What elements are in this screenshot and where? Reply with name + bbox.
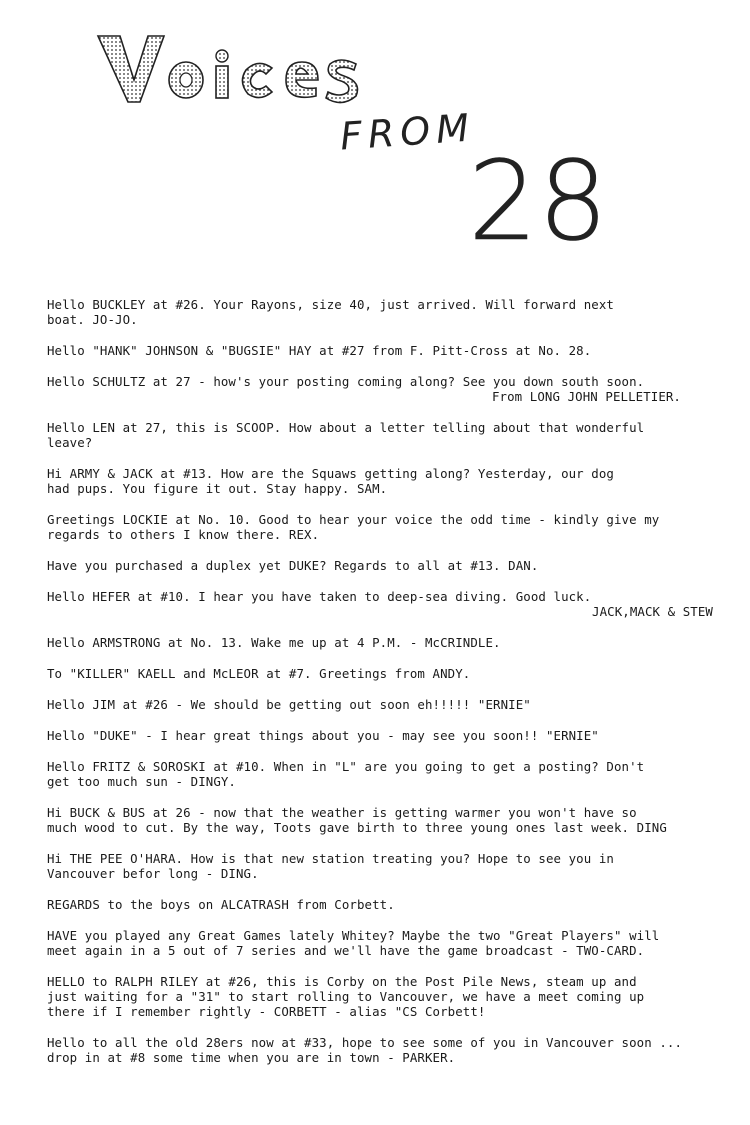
message-item — [47, 1035, 717, 1065]
message-item — [47, 928, 717, 958]
message-text: Hi ARMY & JACK at #13. How are the Squaws getting along? Yesterday, our dog had pups. You figure it out. Stay happy. SAM. — [47, 466, 614, 496]
message-text: Hi THE PEE O'HARA. How is that new station treating you? Hope to see you in Vancouver befor long - DING. — [47, 851, 614, 881]
voices-lettering — [90, 28, 370, 108]
message-text: HELLO to RALPH RILEY at #26, this is Corby on the Post Pile News, steam up and just waiting for a "31" to start rolling to Vancouver, we have a meet coming up there if I remember rightly - CORBETT - alias "CS Corbett! — [47, 974, 645, 1019]
message-item — [47, 512, 717, 542]
message-item — [47, 759, 717, 789]
message-item — [47, 420, 717, 450]
message-text: Hello LEN at 27, this is SCOOP. How about a letter telling about that wonderful leave? — [47, 420, 645, 450]
message-signature: JACK,MACK & STEW — [592, 604, 713, 619]
message-item — [47, 343, 717, 358]
from-lettering: FROM — [338, 105, 477, 159]
message-item — [47, 897, 717, 912]
message-text: Hello JIM at #26 - We should be getting out soon eh!!!!! "ERNIE" — [47, 697, 531, 712]
message-text: Hello HEFER at #10. I hear you have taken to deep-sea diving. Good luck. — [47, 589, 592, 604]
message-item — [47, 805, 717, 835]
message-item — [47, 589, 717, 619]
message-text: Greetings LOCKIE at No. 10. Good to hear your voice the odd time - kindly give my regards to others I know there. REX. — [47, 512, 660, 542]
message-signature: From LONG JOHN PELLETIER. — [492, 389, 681, 404]
station-number: 28 — [468, 137, 608, 265]
message-text: To "KILLER" KAELL and McLEOR at #7. Greetings from ANDY. — [47, 666, 471, 681]
message-item — [47, 697, 717, 712]
message-text: Hello ARMSTRONG at No. 13. Wake me up at 4 P.M. - McCRINDLE. — [47, 635, 501, 650]
message-text: Hello "HANK" JOHNSON & "BUGSIE" HAY at #27 from F. Pitt-Cross at No. 28. — [47, 343, 592, 358]
message-text: REGARDS to the boys on ALCATRASH from Corbett. — [47, 897, 395, 912]
message-item — [47, 635, 717, 650]
message-text: Hello BUCKLEY at #26. Your Rayons, size 40, just arrived. Will forward next boat. JO-JO. — [47, 297, 614, 327]
message-item — [47, 974, 717, 1019]
message-text: Have you purchased a duplex yet DUKE? Regards to all at #13. DAN. — [47, 558, 539, 573]
message-text: Hello "DUKE" - I hear great things about you - may see you soon!! "ERNIE" — [47, 728, 599, 743]
message-text: Hello to all the old 28ers now at #33, hope to see some of you in Vancouver soon ... drop in at #8 some time when you are in town - PARKER. — [47, 1035, 683, 1065]
message-item — [47, 466, 717, 496]
message-text: Hello SCHULTZ at 27 - how's your posting coming along? See you down south soon. — [47, 374, 645, 389]
message-item — [47, 297, 717, 327]
messages-list — [47, 297, 717, 1081]
message-item — [47, 374, 717, 404]
message-item — [47, 728, 717, 743]
message-text: Hi BUCK & BUS at 26 - now that the weather is getting warmer you won't have so much wood to cut. By the way, Toots gave birth to three young ones last week. DING — [47, 805, 667, 835]
title-artwork — [90, 28, 610, 265]
message-text: HAVE you played any Great Games lately Whitey? Maybe the two "Great Players" will meet again in a 5 out of 7 series and we'll have the game broadcast - TWO-CARD. — [47, 928, 660, 958]
message-item — [47, 851, 717, 881]
message-item — [47, 666, 717, 681]
message-item — [47, 558, 717, 573]
message-text: Hello FRITZ & SOROSKI at #10. When in "L" are you going to get a posting? Don't get too much sun - DINGY. — [47, 759, 645, 789]
